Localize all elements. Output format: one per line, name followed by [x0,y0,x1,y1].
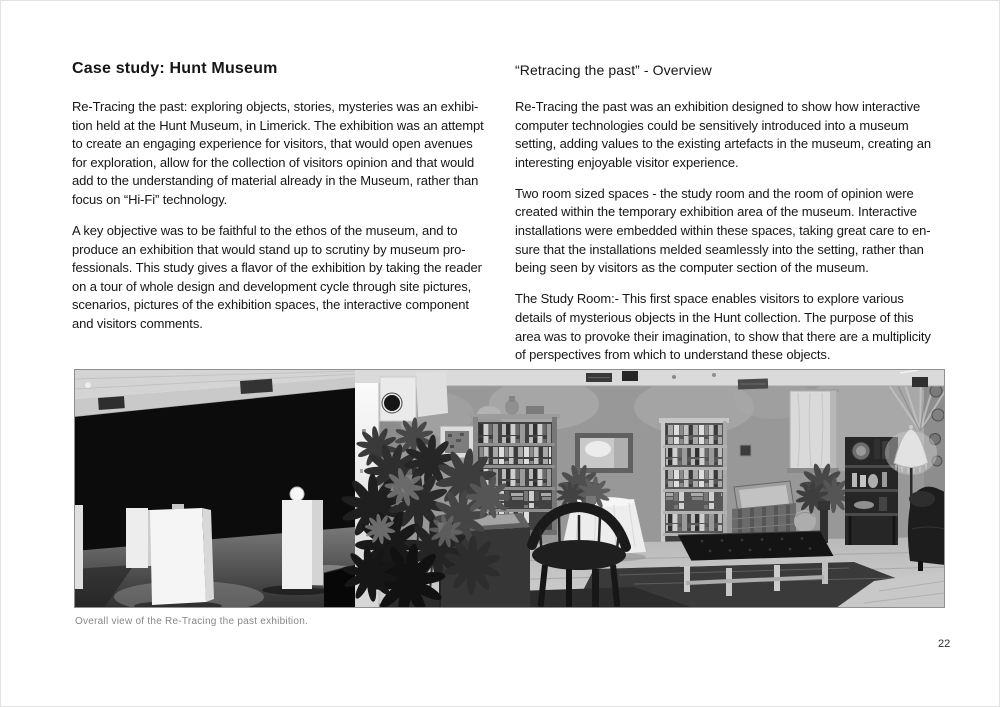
text-line: on a tour of whole design and development cycle through site pictures, [72,278,472,294]
text-line: produce an exhibition that would stand up to scrutiny by museum pro- [72,241,466,257]
text-line: The Study Room:- This first space enables visitors to explore various [515,291,904,307]
text-line: focus on “Hi-Fi” technology. [72,191,228,207]
bookcase-right [659,418,729,545]
text-line: created within the temporary exhibition area of the museum. Interactive [515,204,917,220]
exhibition-photo-scene [74,369,945,608]
text-line: tion held at the Hunt Museum, in Limerick. The exhibition was an attempt [72,117,484,133]
spotlight [85,382,91,388]
text-line: being seen by visitors as the computer section of the museum. [515,260,869,276]
text-line: scenarios, pictures of the exhibition spaces, the interactive component [72,297,469,313]
paragraph [515,98,965,172]
case-study-heading: Case study: Hunt Museum [72,60,278,77]
text-line: for exploration, allow for the collection of visitors opinion and that would [72,154,475,170]
text-line: interesting enjoyable visitor experience. [515,154,739,170]
text-line: and visitors comments. [72,316,203,332]
text-line: Two room sized spaces - the study room and the room of opinion were [515,185,914,201]
text-line: Re-Tracing the past was an exhibition designed to show how interactive [515,99,921,114]
text-line: Re-Tracing the past: exploring objects, stories, mysteries was an exhibi- [72,99,479,114]
text-line: details of mysterious objects in the Hunt collection. The purpose of this [515,309,914,325]
wall-hanging [787,389,839,473]
text-line: area was to provoke their imagination, to show that there are a multiplicity [515,328,931,344]
fascia-vent [98,396,125,410]
left-column [72,59,512,346]
wall-speaker [380,371,448,421]
text-line: fessionals. This study gives a flavor of the exhibition by taking the reader [72,260,482,276]
ceiling-projector [622,371,638,381]
text-line: setting, adding values to the existing artefacts in the museum, creating an [515,136,931,152]
dark-exhibition-room [74,369,369,608]
plinth [74,505,83,589]
paragraph [515,185,965,278]
text-line: add to the understanding of material already in the Museum, rather than [72,173,479,189]
figure-caption: Overall view of the Re-Tracing the past exhibition. [75,616,309,627]
armchair [908,487,945,571]
text-line: of perspectives from which to understand these objects. [515,347,831,363]
ceiling-spotlight [912,377,928,387]
fascia-vent [240,379,273,394]
page-number: 22 [938,638,951,650]
projector-lens [384,395,400,411]
text-line: installations were embedded within these spaces, taking great care to en- [515,223,931,239]
paragraph [72,98,512,210]
text-line: sure that the installations melded seamlessly into the setting, rather than [515,241,924,257]
small-frame [740,445,751,456]
paragraph [72,222,512,334]
exhibition-photo [74,369,945,608]
overview-heading: “Retracing the past” - Overview [515,62,712,78]
text-line: computer technologies could be sensitively introduced into a museum [515,117,909,133]
text-line: to create an engaging experience for visitors, that would open avenues [72,136,473,152]
paragraph [515,290,965,364]
right-column [515,61,965,377]
text-line: A key objective was to be faithful to the ethos of the museum, and to [72,223,458,239]
